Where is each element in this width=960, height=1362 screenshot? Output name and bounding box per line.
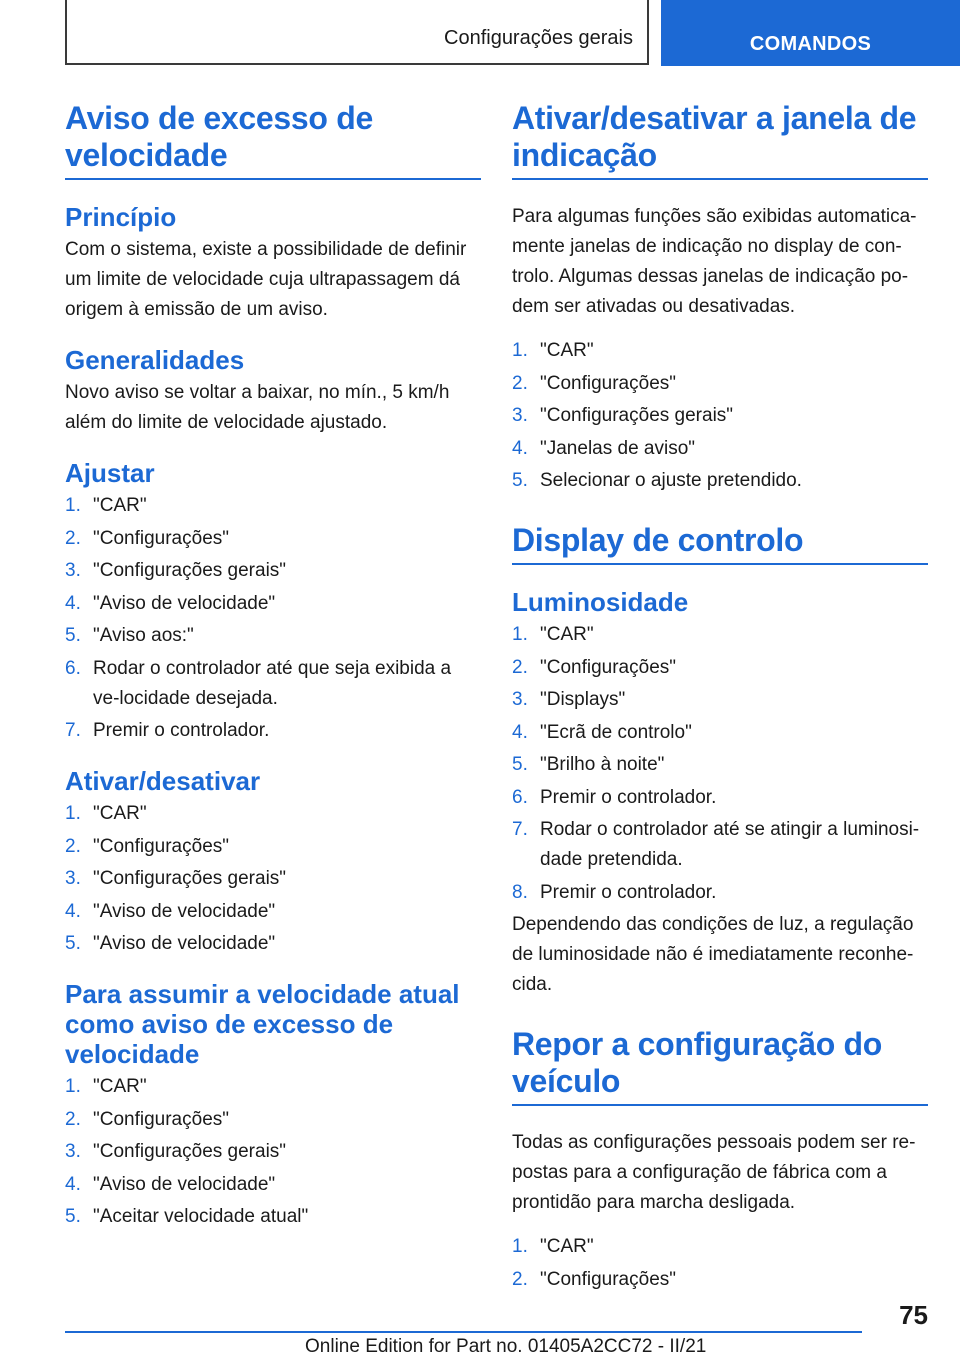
- list-item: [65, 716, 481, 746]
- list-item: [512, 878, 928, 908]
- list-item-text: "Aviso de velocidade": [93, 592, 276, 614]
- list-item-number: 2.: [512, 656, 528, 678]
- list-item-number: 3.: [512, 405, 528, 426]
- list-item-text: "Aviso de velocidade": [93, 1173, 276, 1195]
- subsection-heading: Ativar/desativar: [65, 766, 261, 796]
- section-title-reset: Repor a configuração do veículo: [512, 1026, 928, 1106]
- subsection-heading: Luminosidade: [512, 587, 689, 617]
- list-item-text: "Configurações": [93, 835, 230, 857]
- list-item-text: "Configurações gerais": [93, 868, 287, 889]
- list-item-number: 7.: [512, 819, 528, 840]
- step-list: [512, 336, 928, 496]
- list-item: [512, 336, 928, 366]
- paragraph: Com o sistema, existe a possibilidade de definir um limite de velocidade cuja ultrapassagem dá origem à emissão de um aviso.: [65, 239, 467, 320]
- list-item-number: 5.: [65, 933, 81, 954]
- list-item: [65, 524, 481, 554]
- list-item: [65, 556, 481, 586]
- list-item-text: Premir o controlador.: [93, 720, 270, 741]
- list-item-number: 5.: [65, 1206, 81, 1227]
- list-item-text: "Configurações": [540, 656, 677, 678]
- list-item-text: "Brilho à noite": [540, 754, 665, 775]
- list-item-text: "Displays": [540, 689, 626, 710]
- list-item-text: "CAR": [540, 340, 594, 361]
- list-item: [65, 864, 481, 894]
- list-item-number: 1.: [512, 340, 528, 361]
- list-item: [65, 799, 481, 829]
- paragraph: Novo aviso se voltar a baixar, no mín., 5 km/h além do limite de velocidade ajustado.: [65, 382, 450, 433]
- subsection-heading: Ajustar: [65, 458, 155, 488]
- paragraph: Para algumas funções são exibidas automatica-mente janelas de indicação no display de con-trolo. Algumas dessas janelas de indicação po-dem ser ativadas ou desativadas.: [512, 206, 917, 317]
- list-item-number: 5.: [512, 470, 528, 491]
- header-section-box: [65, 0, 649, 65]
- list-item-number: 2.: [512, 372, 528, 394]
- list-item: [512, 685, 928, 715]
- step-list: [65, 799, 481, 959]
- list-item: [512, 1232, 928, 1262]
- list-item-text: "Configurações": [93, 527, 230, 549]
- list-item-number: 4.: [65, 1173, 81, 1195]
- list-item: [512, 466, 928, 496]
- list-item: [65, 1202, 481, 1232]
- subsection-heading: Princípio: [65, 202, 177, 232]
- section-title-indication-windows: Ativar/desativar a janela de indicação: [512, 100, 928, 180]
- list-item-text: Rodar o controlador até se atingir a luminosi-dade pretendida.: [540, 819, 920, 870]
- list-item-number: 3.: [65, 868, 81, 889]
- list-item-number: 4.: [65, 592, 81, 614]
- list-item-number: 8.: [512, 881, 528, 903]
- list-item-text: "CAR": [93, 1076, 147, 1097]
- list-item-text: Selecionar o ajuste pretendido.: [540, 470, 802, 491]
- left-column: [65, 100, 481, 1252]
- step-list: [65, 1072, 481, 1232]
- page-number: 75: [899, 1300, 928, 1330]
- list-item: [512, 653, 928, 683]
- subsection-general: [65, 345, 481, 438]
- list-item: [65, 929, 481, 959]
- list-item-number: 2.: [65, 527, 81, 549]
- list-item-number: 6.: [512, 786, 528, 808]
- list-item-text: "CAR": [93, 495, 147, 516]
- list-item-number: 1.: [512, 624, 528, 645]
- list-item: [512, 401, 928, 431]
- list-item-text: "Aceitar velocidade atual": [93, 1206, 309, 1227]
- subsection-heading: Generalidades: [65, 345, 245, 375]
- list-item: [65, 1170, 481, 1200]
- list-item-number: 1.: [65, 803, 81, 824]
- list-item: [512, 369, 928, 399]
- list-item-text: "CAR": [93, 803, 147, 824]
- list-item-number: 6.: [65, 657, 81, 679]
- list-item-text: "Configurações gerais": [540, 405, 734, 426]
- indication-windows-body: [512, 202, 928, 496]
- page-header: [0, 0, 960, 66]
- list-item-text: "CAR": [540, 624, 594, 645]
- step-list: [512, 1232, 928, 1295]
- right-column: [512, 100, 928, 1315]
- list-item-text: "Aviso de velocidade": [93, 900, 276, 922]
- list-item-number: 1.: [512, 1236, 528, 1257]
- list-item: [65, 832, 481, 862]
- list-item-number: 3.: [65, 1141, 81, 1162]
- subsection-heading: Para assumir a velocidade atual como aviso de excesso de velocidade: [65, 979, 460, 1069]
- list-item: [65, 1137, 481, 1167]
- paragraph: Todas as configurações pessoais podem ser re-postas para a configuração de fábrica com a prontidão para marcha desligada.: [512, 1132, 916, 1213]
- list-item-number: 3.: [65, 560, 81, 581]
- list-item: [65, 491, 481, 521]
- list-item: [65, 1072, 481, 1102]
- list-item-text: "Janelas de aviso": [540, 437, 696, 459]
- list-item-number: 4.: [512, 721, 528, 743]
- list-item-text: "Aviso de velocidade": [93, 933, 276, 954]
- list-item: [512, 783, 928, 813]
- reset-body: [512, 1128, 928, 1295]
- section-title-control-display: Display de controlo: [512, 522, 928, 565]
- list-item-text: "Configurações": [540, 372, 677, 394]
- subsection-principle: [65, 202, 481, 325]
- list-item: [512, 750, 928, 780]
- list-item-text: "Ecrã de controlo": [540, 721, 692, 743]
- list-item-text: Rodar o controlador até que seja exibida a ve-locidade desejada.: [93, 657, 452, 709]
- list-item-text: Premir o controlador.: [540, 881, 717, 903]
- list-item-number: 7.: [65, 720, 81, 741]
- list-item-text: Premir o controlador.: [540, 786, 717, 808]
- list-item-number: 2.: [65, 835, 81, 857]
- subsection-brightness: [512, 587, 928, 1000]
- list-item: [65, 589, 481, 619]
- list-item: [512, 718, 928, 748]
- list-item: [512, 434, 928, 464]
- section-title-speed-warning: Aviso de excesso de velocidade: [65, 100, 481, 180]
- list-item: [512, 1265, 928, 1295]
- list-item-number: 4.: [65, 900, 81, 922]
- list-item-number: 4.: [512, 437, 528, 459]
- list-item: [65, 1105, 481, 1135]
- paragraph: Dependendo das condições de luz, a regulação de luminosidade não é imediatamente reconhe-cida.: [512, 914, 914, 995]
- list-item: [65, 654, 481, 714]
- subsection-adjust: [65, 458, 481, 746]
- list-item-text: "Aviso aos:": [93, 625, 194, 646]
- edition-text: Online Edition for Part no. 01405A2CC72 - II/21: [305, 1336, 707, 1357]
- list-item-text: "Configurações gerais": [93, 560, 287, 581]
- subsection-toggle: [65, 766, 481, 959]
- chapter-tab[interactable]: [661, 0, 960, 66]
- list-item: [512, 620, 928, 650]
- list-item-number: 1.: [65, 1076, 81, 1097]
- list-item-text: "Configurações": [540, 1268, 677, 1290]
- subsection-adopt-speed: [65, 979, 481, 1232]
- footer-divider: [65, 1331, 862, 1333]
- step-list: [65, 491, 481, 746]
- list-item-number: 1.: [65, 495, 81, 516]
- header-section-title: Configurações gerais: [444, 27, 633, 49]
- step-list: [512, 620, 928, 908]
- list-item-number: 2.: [512, 1268, 528, 1290]
- list-item-number: 5.: [65, 625, 81, 646]
- chapter-tab-label: COMANDOS: [749, 33, 872, 55]
- list-item: [512, 815, 928, 875]
- list-item: [65, 897, 481, 927]
- list-item-number: 2.: [65, 1108, 81, 1130]
- list-item-text: "Configurações": [93, 1108, 230, 1130]
- list-item-text: "CAR": [540, 1236, 594, 1257]
- list-item-number: 5.: [512, 754, 528, 775]
- list-item: [65, 621, 481, 651]
- list-item-text: "Configurações gerais": [93, 1141, 287, 1162]
- list-item-number: 3.: [512, 689, 528, 710]
